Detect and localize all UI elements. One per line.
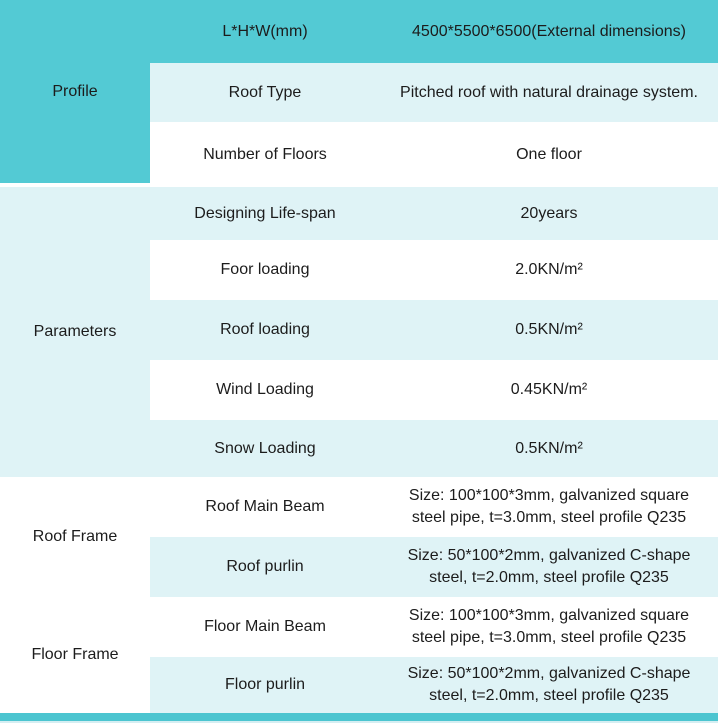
property-cell: Designing Life-span <box>194 204 336 222</box>
section-label-profile: Profile <box>52 82 98 100</box>
table-row-life-span <box>150 187 718 240</box>
table-row-roof-type <box>150 63 718 122</box>
table-row-floor-main-beam <box>150 597 718 657</box>
section-label-floor-frame: Floor Frame <box>31 646 119 663</box>
property-cell: Foor loading <box>220 261 310 278</box>
property-cell: Roof Main Beam <box>205 498 325 515</box>
table-row-floor-loading <box>150 240 718 300</box>
table-row-floor-purlin <box>150 657 718 713</box>
table-row-roof-purlin <box>150 537 718 597</box>
value-cell: 20years <box>520 204 578 222</box>
value-cell: 4500*5500*6500(External dimensions) <box>412 22 686 40</box>
value-cell: 0.5KN/m² <box>515 439 583 457</box>
property-cell: L*H*W(mm) <box>222 22 308 40</box>
table-row-roof-main-beam <box>150 477 718 537</box>
value-cell: Size: 50*100*2mm, galvanized C-shape steel, t=2.0mm, steel profile Q235 <box>407 665 691 704</box>
table-row-wind-loading <box>150 360 718 420</box>
value-cell: One floor <box>516 145 582 163</box>
value-cell: 0.5KN/m² <box>515 321 583 338</box>
value-cell: 2.0KN/m² <box>515 261 583 278</box>
table-row-roof-loading <box>150 300 718 360</box>
value-cell: Size: 100*100*3mm, galvanized square steel pipe, t=3.0mm, steel profile Q235 <box>408 607 690 646</box>
section-cell-parameters <box>0 187 150 477</box>
section-label-parameters: Parameters <box>33 323 117 340</box>
property-cell: Floor purlin <box>224 676 306 693</box>
value-cell: Pitched roof with natural drainage system. <box>400 83 698 101</box>
property-cell: Roof purlin <box>226 558 304 575</box>
property-cell: Roof loading <box>220 321 310 338</box>
section-cell-roof-frame <box>0 477 150 597</box>
value-cell: Size: 50*100*2mm, galvanized C-shape steel, t=2.0mm, steel profile Q235 <box>407 547 691 586</box>
section-label-roof-frame: Roof Frame <box>32 528 118 545</box>
table-row-number-of-floors <box>150 122 718 187</box>
table-row-dimensions <box>150 0 718 63</box>
property-cell: Number of Floors <box>203 145 327 163</box>
property-cell: Snow Loading <box>214 439 316 457</box>
property-cell: Wind Loading <box>216 381 314 398</box>
bottom-accent-bar <box>0 713 718 721</box>
value-cell: 0.45KN/m² <box>510 381 588 398</box>
table-row-snow-loading <box>150 420 718 477</box>
section-cell-floor-frame <box>0 597 150 713</box>
property-cell: Floor Main Beam <box>204 618 326 635</box>
property-cell: Roof Type <box>228 83 302 101</box>
value-cell: Size: 100*100*3mm, galvanized square steel pipe, t=3.0mm, steel profile Q235 <box>408 487 690 526</box>
section-cell-profile <box>0 0 150 183</box>
